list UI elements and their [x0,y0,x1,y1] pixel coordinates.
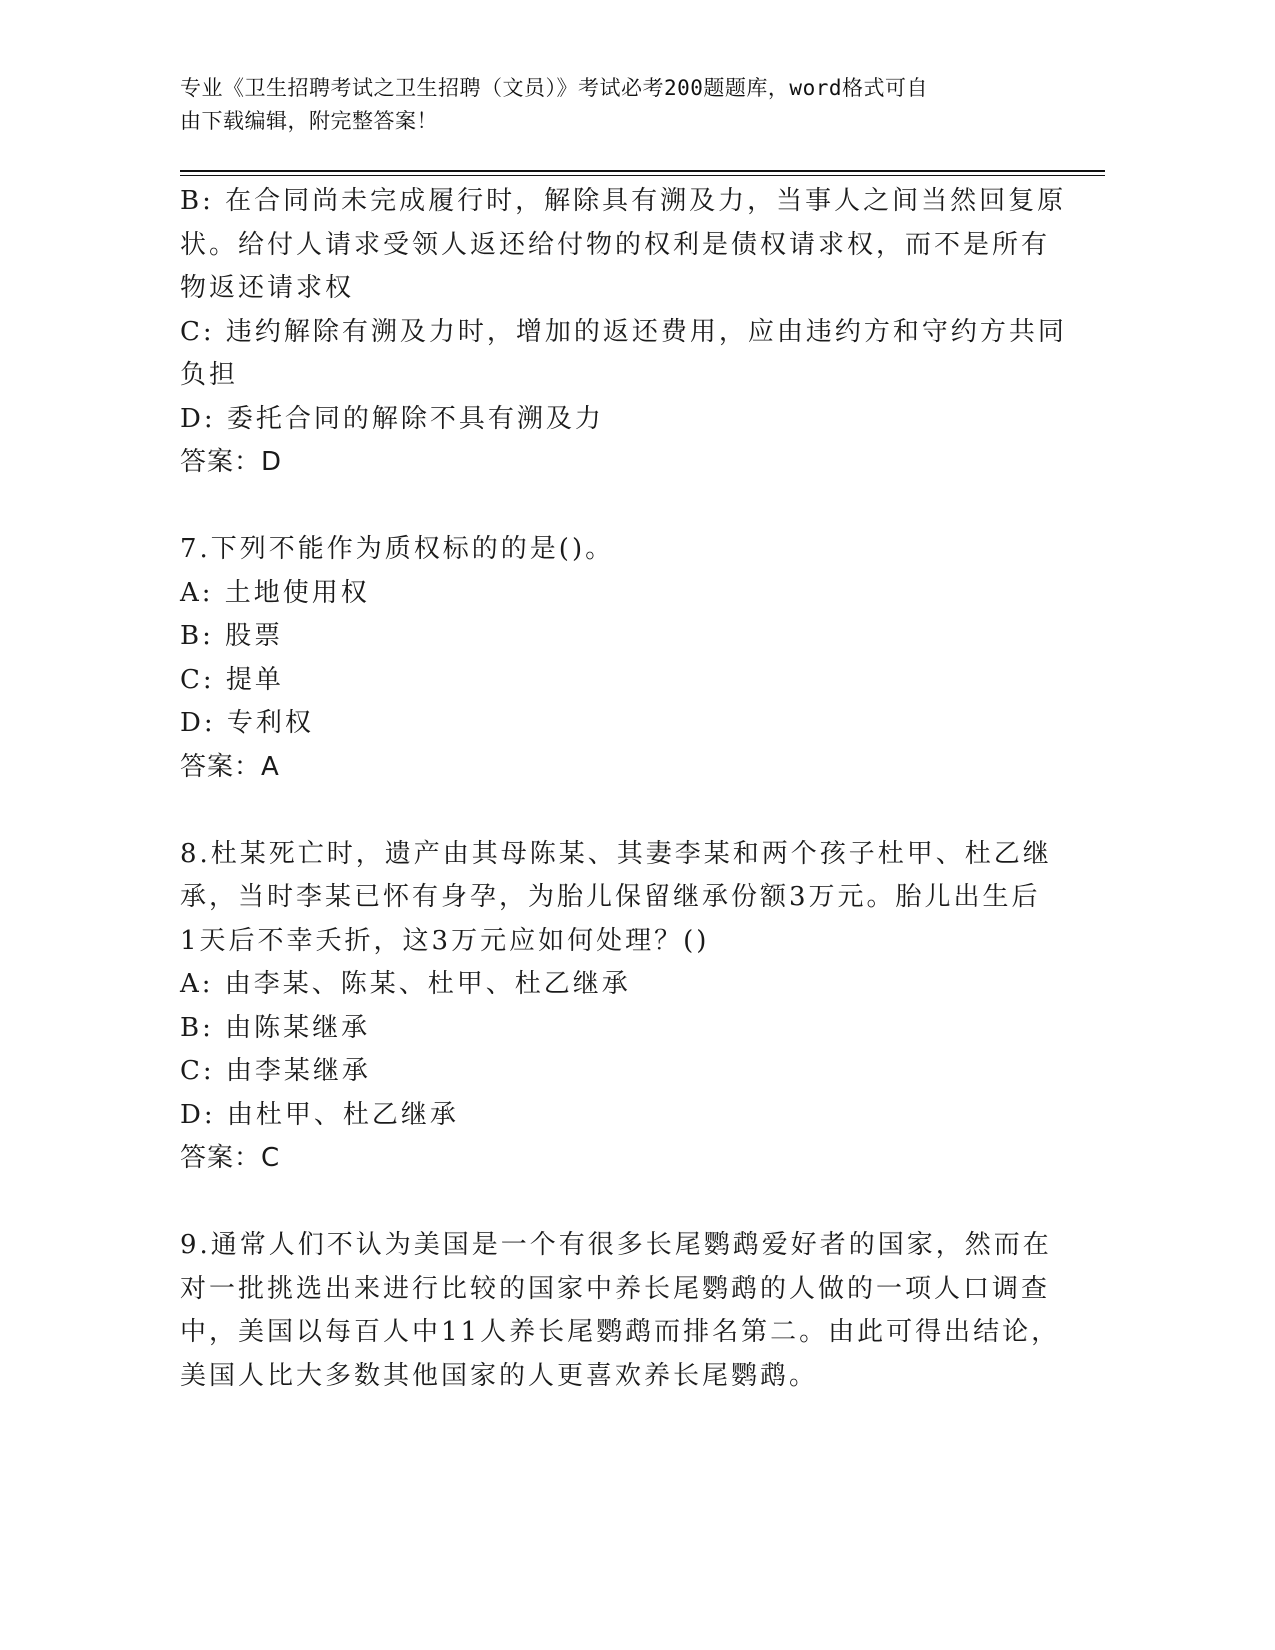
question-stem-line-2: 对一批挑选出来进行比较的国家中养长尾鹦鹉的人做的一项人口调查 [180,1273,1051,1304]
question-9 [180,1224,1061,1398]
option-b: B: 股票 [180,621,284,651]
question-6-tail [180,180,1067,485]
question-stem: 7.下列不能作为质权标的的是()。 [180,534,615,564]
question-8 [180,833,1050,1181]
option-b-line-1: B: 在合同尚未完成履行时，解除具有溯及力，当事人之间当然回复原 [180,186,1067,216]
option-c-line-2: 负担 [180,360,239,390]
option-a: A: 由李某、陈某、杜甲、杜乙继承 [180,969,631,999]
option-b-line-3: 物返还请求权 [180,273,355,303]
header-line-1: 专业《卫生招聘考试之卫生招聘（文员）》考试必考200题题库，word格式可自 [180,76,928,100]
option-c-line-1: C: 违约解除有溯及力时，增加的返还费用，应由违约方和守约方共同 [180,316,1067,347]
option-b-line-2: 状。给付人请求受领人返还给付物的权利是债权请求权，而不是所有 [180,229,1051,260]
question-stem-line-4: 美国人比大多数其他国家的人更喜欢养长尾鹦鹉。 [180,1360,819,1391]
answer: 答案：C [180,1143,281,1173]
answer: 答案：D [180,447,283,477]
header-rule-thick [180,170,1105,172]
option-b: B: 由陈某继承 [180,1012,371,1043]
spacer [180,789,1050,833]
document-body [180,180,1067,1398]
question-stem-line-2: 承，当时李某已怀有身孕，为胎儿保留继承份额3万元。胎儿出生后 [180,882,1041,912]
question-stem-line-1: 9.通常人们不认为美国是一个有很多长尾鹦鹉爱好者的国家，然而在 [180,1230,1052,1260]
header-line-2: 由下载编辑，附完整答案！ [180,109,438,133]
answer: 答案：A [180,751,280,782]
spacer [180,485,1050,529]
question-stem-line-3: 中，美国以每百人中11人养长尾鹦鹉而排名第二。由此可得出结论， [180,1317,1061,1347]
option-a: A: 土地使用权 [180,577,370,608]
page-header [180,72,1040,138]
option-c: C: 提单 [180,664,284,695]
option-d: D: 由杜甲、杜乙继承 [180,1099,459,1130]
option-d: D: 委托合同的解除不具有溯及力 [180,403,604,434]
question-7 [180,528,1050,789]
question-stem-line-1: 8.杜某死亡时，遗产由其母陈某、其妻李某和两个孩子杜甲、杜乙继 [180,838,1052,869]
option-d: D: 专利权 [180,708,314,738]
header-rule-thin [180,175,1105,176]
option-c: C: 由李某继承 [180,1056,371,1086]
spacer [180,1181,1050,1225]
question-stem-line-3: 1天后不幸夭折，这3万元应如何处理？() [180,925,710,956]
